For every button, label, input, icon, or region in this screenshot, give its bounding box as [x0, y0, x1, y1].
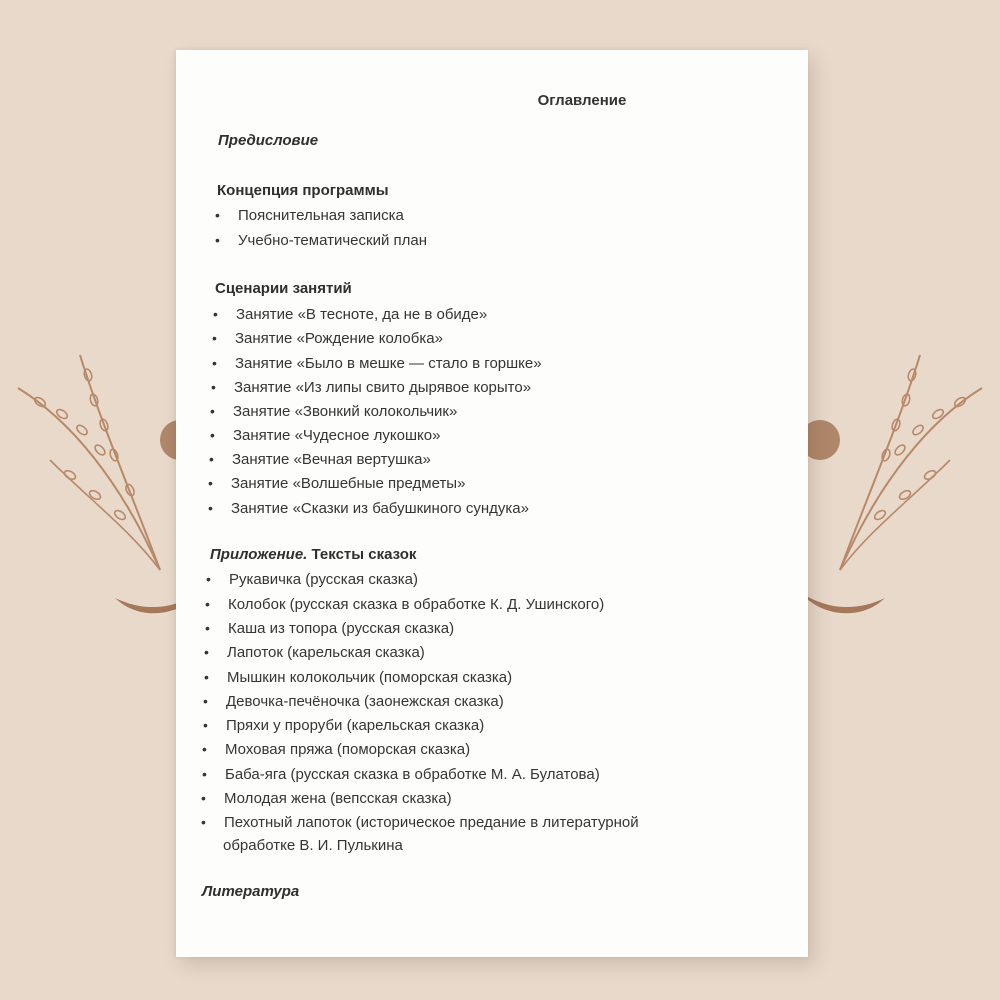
scenarios-heading: Сценарии занятий: [215, 280, 352, 297]
list-item: • Моховая пряжа (поморская сказка): [202, 741, 471, 758]
list-item: • Молодая жена (вепсская сказка): [201, 790, 452, 807]
willow-branch-right-decoration: [790, 330, 990, 630]
list-item: • Пехотный лапоток (историческое предание в литературной: [201, 814, 639, 831]
literature-heading: Литература: [202, 883, 300, 900]
list-item: • Каша из топора (русская сказка): [205, 620, 455, 637]
page-title: Оглавление: [537, 92, 627, 109]
list-item-continuation: обработке В. И. Пулькина: [223, 837, 403, 854]
appendix-heading: [210, 546, 416, 563]
list-item: • Девочка-печёночка (заонежская сказка): [203, 693, 504, 710]
list-item: • Занятие «Из липы свито дырявое корыто»: [211, 379, 532, 396]
appendix-heading-italic: Приложение.: [210, 546, 308, 563]
list-item: • Занятие «Рождение колобка»: [212, 330, 443, 347]
list-item: • Занятие «Было в мешке — стало в горшке»: [212, 355, 542, 372]
list-item: • Пряхи у проруби (карельская сказка): [203, 717, 485, 734]
list-item: • Занятие «Волшебные предметы»: [208, 475, 466, 492]
preface-heading: Предисловие: [218, 132, 319, 149]
list-item: • Занятие «Сказки из бабушкиного сундука»: [208, 500, 529, 517]
list-item: • Учебно-тематический план: [215, 232, 427, 249]
list-item: • Занятие «Вечная вертушка»: [209, 451, 431, 468]
appendix-heading-rest: Тексты сказок: [311, 546, 417, 563]
list-item: • Рукавичка (русская сказка): [206, 571, 419, 588]
concept-heading: Концепция программы: [217, 182, 389, 199]
list-item: • Лапоток (карельская сказка): [204, 644, 425, 661]
list-item: • Мышкин колокольчик (поморская сказка): [204, 669, 513, 686]
list-item: • Баба-яга (русская сказка в обработке М. А. Булатова): [202, 766, 600, 783]
list-item: • Занятие «Чудесное лукошко»: [210, 427, 441, 444]
list-item: • Колобок (русская сказка в обработке К. Д. Ушинского): [205, 596, 605, 613]
list-item: • Пояснительная записка: [215, 207, 404, 224]
document-page: [176, 50, 808, 957]
list-item: • Занятие «В тесноте, да не в обиде»: [213, 306, 488, 323]
list-item: • Занятие «Звонкий колокольчик»: [210, 403, 458, 420]
